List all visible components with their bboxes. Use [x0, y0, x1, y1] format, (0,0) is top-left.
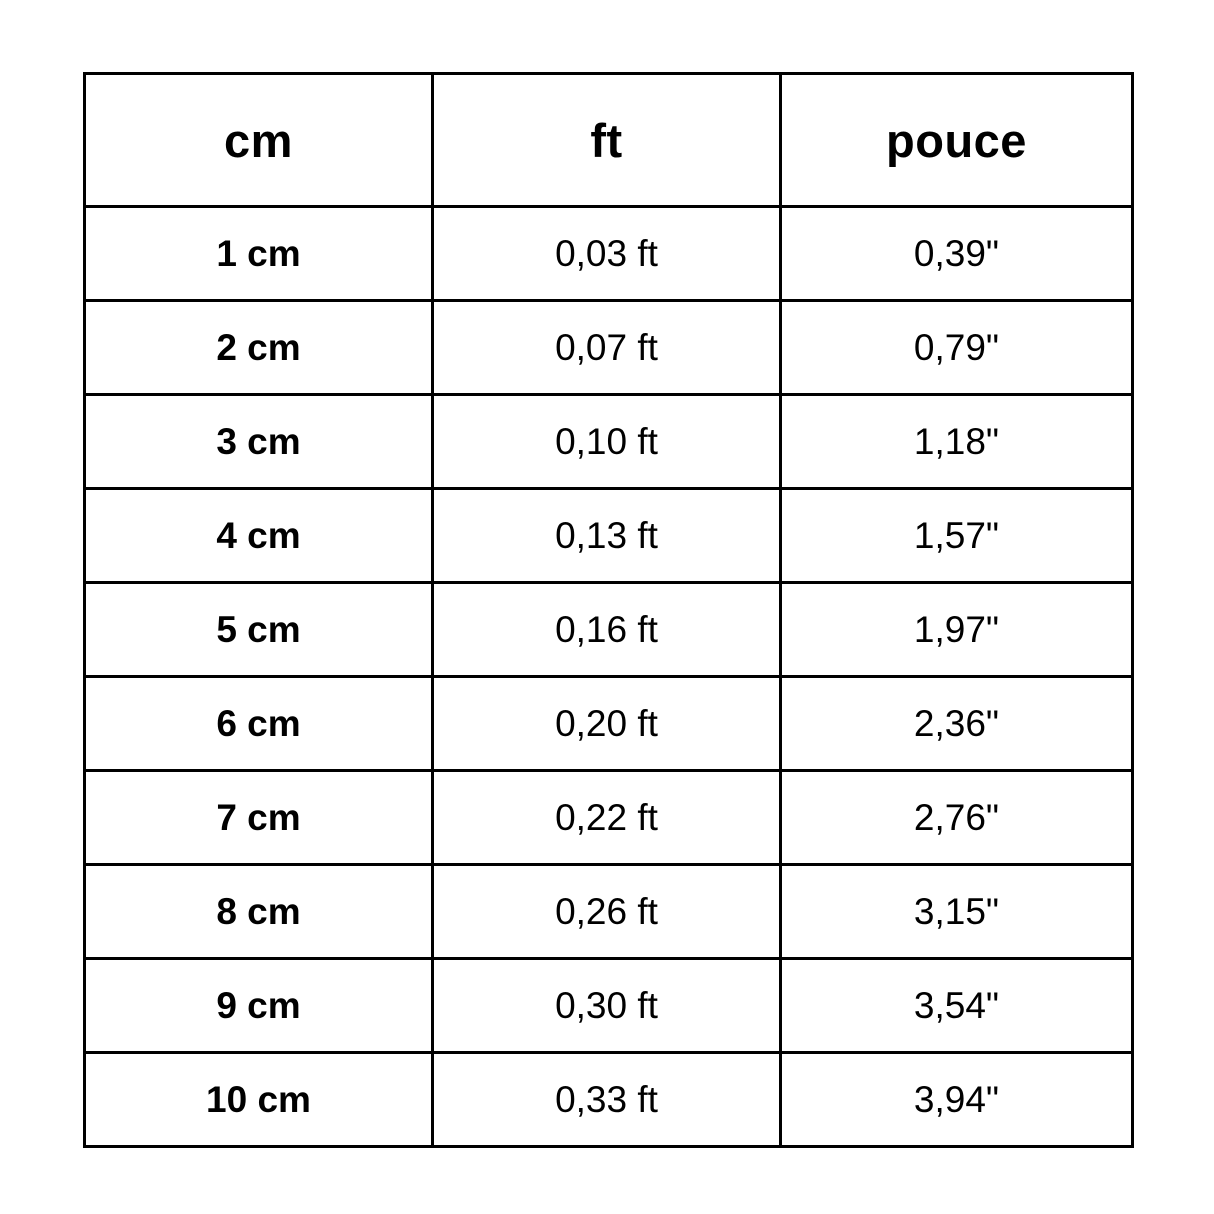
cell-ft: 0,16 ft: [433, 583, 781, 677]
cell-pouce: 0,39": [781, 207, 1133, 301]
cell-cm: 6 cm: [85, 677, 433, 771]
cell-ft: 0,20 ft: [433, 677, 781, 771]
table-row: [85, 677, 1133, 771]
table-row: [85, 207, 1133, 301]
cell-ft: 0,22 ft: [433, 771, 781, 865]
table-row: [85, 583, 1133, 677]
column-header-ft: ft: [433, 74, 781, 207]
table-row: [85, 301, 1133, 395]
column-header-cm: cm: [85, 74, 433, 207]
table-row: [85, 771, 1133, 865]
cell-cm: 8 cm: [85, 865, 433, 959]
cell-pouce: 3,54": [781, 959, 1133, 1053]
cell-cm: 1 cm: [85, 207, 433, 301]
cell-pouce: 1,97": [781, 583, 1133, 677]
table-row: [85, 865, 1133, 959]
cell-pouce: 3,15": [781, 865, 1133, 959]
table-body: [85, 207, 1133, 1147]
cell-pouce: 1,18": [781, 395, 1133, 489]
table-header-row: [85, 74, 1133, 207]
cell-cm: 10 cm: [85, 1053, 433, 1147]
conversion-table-container: [83, 72, 1131, 1142]
table-row: [85, 489, 1133, 583]
cell-pouce: 0,79": [781, 301, 1133, 395]
column-header-pouce: pouce: [781, 74, 1133, 207]
cell-ft: 0,33 ft: [433, 1053, 781, 1147]
cell-cm: 4 cm: [85, 489, 433, 583]
cell-cm: 7 cm: [85, 771, 433, 865]
cell-ft: 0,03 ft: [433, 207, 781, 301]
cell-cm: 3 cm: [85, 395, 433, 489]
cell-cm: 2 cm: [85, 301, 433, 395]
cell-pouce: 3,94": [781, 1053, 1133, 1147]
cell-ft: 0,10 ft: [433, 395, 781, 489]
cell-ft: 0,30 ft: [433, 959, 781, 1053]
cell-ft: 0,07 ft: [433, 301, 781, 395]
cell-pouce: 2,36": [781, 677, 1133, 771]
cell-cm: 5 cm: [85, 583, 433, 677]
conversion-table: [83, 72, 1134, 1148]
cell-pouce: 2,76": [781, 771, 1133, 865]
cell-ft: 0,13 ft: [433, 489, 781, 583]
table-header: [85, 74, 1133, 207]
cell-cm: 9 cm: [85, 959, 433, 1053]
cell-ft: 0,26 ft: [433, 865, 781, 959]
cell-pouce: 1,57": [781, 489, 1133, 583]
table-row: [85, 395, 1133, 489]
table-row: [85, 1053, 1133, 1147]
table-row: [85, 959, 1133, 1053]
